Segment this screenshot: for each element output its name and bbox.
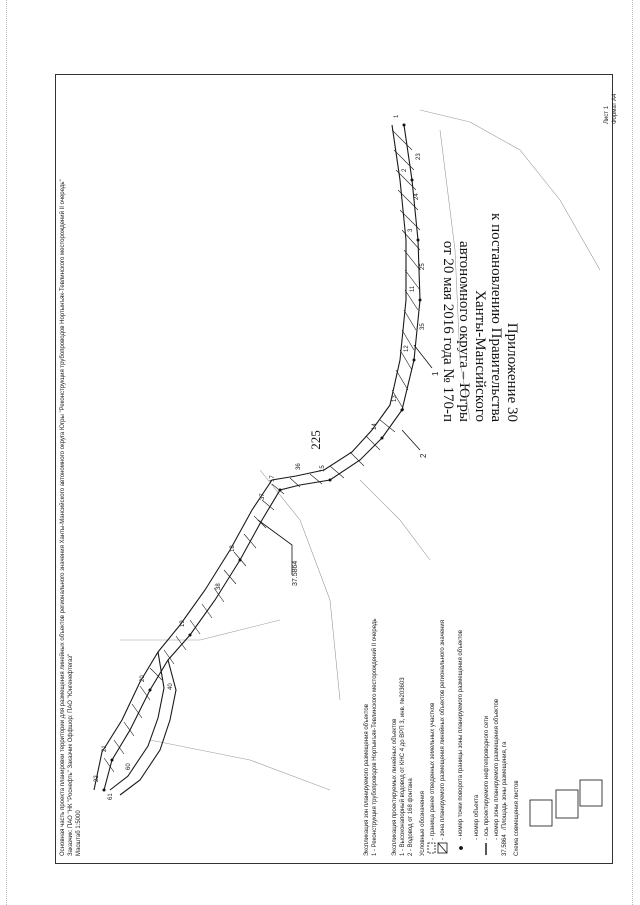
legend-linear-title: Экспликация проектируемых линейных объектов [392, 718, 398, 856]
legend-zone-hatch [438, 843, 447, 853]
sheet-title: Основная часть проекта планировки территории для размещения линейных объектов регионального значения Ханты-Мансийского автономного округа Югры "Реконструкция трубопроводов Нортынъяк-Тевлинского месторождений II очередь" [60, 179, 66, 856]
turn-point-label: 21 [102, 745, 108, 752]
turn-point-label: 23 [416, 153, 422, 160]
stamp-sheet: Лист 1 [604, 105, 610, 124]
turn-point-label: 24 [414, 193, 420, 200]
turn-point-label: 60 [126, 763, 132, 770]
legend-symbol-3: - номер точки поворота границы зоны планируемого размещения объектов [458, 630, 464, 840]
turn-point-label: 40 [168, 683, 174, 690]
legend-symbols-title: Условные обозначения [420, 791, 426, 856]
legend-zone-1: 1 - Реконструкция трубопроводов Нортынъяк-Тевлинского месторождений II очередь [372, 618, 378, 856]
turn-point-label: 36 [296, 463, 302, 470]
turn-point-label: 25 [420, 263, 426, 270]
legend-turnpoint-sample [460, 847, 463, 850]
turn-point-label: 22 [94, 775, 100, 782]
turn-point-label: 14 [372, 423, 378, 430]
sheet-scale: Масштаб 1:5000 [76, 810, 82, 856]
object-label-2: 2 [419, 453, 428, 458]
turn-point-label: 20 [140, 675, 146, 682]
turn-point-label: 15 [320, 465, 326, 472]
legend-symbol-2: - зона планируемого размещения линейных объектов регионального значения [440, 620, 446, 840]
legend-object-1: 1 - Высоконапорный водовод от КНС 4 до ВРП 3, инв. №203603 [400, 677, 406, 856]
turn-point-label: 2 [402, 168, 408, 172]
legend-symbol-6: - номер зоны планируемого размещения объектов [494, 698, 500, 840]
appendix-line-3: Ханты-Мансийского [472, 290, 488, 422]
turn-point-label: 12 [404, 345, 410, 352]
turn-point-label: 11 [410, 285, 416, 292]
turn-point-label: 19 [180, 620, 186, 627]
legend-symbol-7: /Площадь зоны размещения, га [502, 741, 508, 830]
stamp-format: Формат А4 [612, 93, 618, 124]
appendix-line-5: от 20 мая 2016 года № 170-п [440, 240, 456, 422]
turn-point-label: 13 [392, 395, 398, 402]
zone-area-callout: 37.5864 [292, 560, 299, 586]
legend-boundary-sample [428, 843, 435, 853]
turn-point-label: 3 [408, 228, 414, 232]
turn-point-label: 37 [260, 493, 266, 500]
scheme-sheet-1 [530, 800, 552, 826]
turn-point-label: 35 [420, 323, 426, 330]
turn-point-label: 18 [230, 545, 236, 552]
sheet-subtitle: Заказчик: ПАО "НК "Роснефть" Заказчик Оффшор: ПАО "Юнгенефтегаз" [68, 653, 74, 856]
legend-symbol-5: - ось проектируемого нефтепроводного сети [484, 715, 490, 840]
appendix-line-1: Приложение 30 [504, 322, 520, 422]
turn-point-label: 38 [216, 583, 222, 590]
legend-symbol-1: - граница ранее отведенных земельных участков [430, 702, 436, 840]
object-label-1: 1 [431, 371, 440, 376]
legend-zones-title: Экспликация зон планируемого размещения объектов [364, 704, 370, 856]
legend-symbol-4: - номер объекта [474, 794, 480, 840]
legend-scheme-label: Схема совмещения листов [514, 780, 520, 856]
turn-point-label: 1 [394, 114, 400, 118]
appendix-line-2: к постановлению Правительства [488, 213, 504, 422]
turn-point-label: 61 [108, 793, 114, 800]
scheme-sheet-3 [580, 780, 602, 806]
appendix-line-4: автономного округа – Югры [456, 240, 472, 422]
legend-object-2: 2 - Водовод от 168 фонтана [408, 778, 414, 856]
turn-point-label: 17 [270, 475, 276, 482]
legend-symbol-7-value: 37.5864 [502, 834, 508, 856]
page-number: 225 [307, 430, 323, 450]
scheme-sheet-2 [556, 790, 578, 818]
